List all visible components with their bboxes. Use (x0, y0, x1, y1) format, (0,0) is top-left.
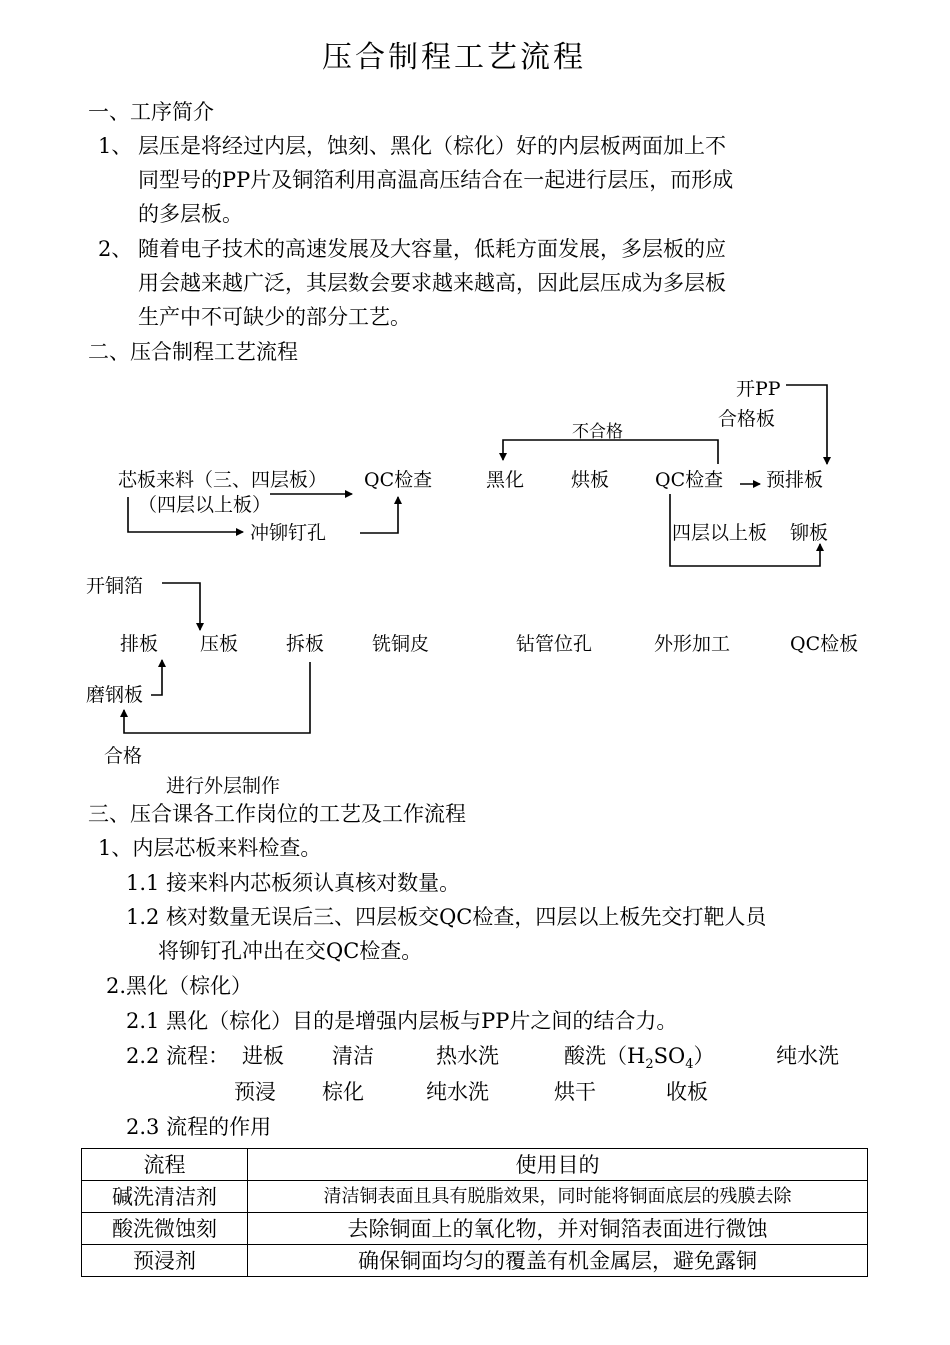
flow-label-unqualified: 不合格 (572, 422, 623, 442)
table-cell: 酸洗微蚀刻 (82, 1213, 248, 1245)
table-row (82, 1245, 868, 1277)
list-item: 2.黑化（棕化） (106, 974, 253, 998)
list-item: 1.1 接来料内芯板须认真核对数量。 (126, 871, 461, 895)
paragraph-line: 同型号的PP片及铜箔利用高温高压结合在一起进行层压，而形成 (138, 168, 734, 192)
process-step: 预浸 (234, 1080, 276, 1104)
table-cell: 去除铜面上的氧化物，并对铜箔表面进行微蚀 (248, 1213, 868, 1245)
flow-node-qc-inspect-board: QC检板 (790, 633, 859, 655)
section-heading-intro: 一、工序简介 (88, 100, 214, 124)
flow-node-grind-steel-plate: 磨钢板 (86, 684, 144, 706)
list-item-continued: 将铆钉孔冲出在交QC检查。 (158, 939, 423, 963)
paragraph-line: 生产中不可缺少的部分工艺。 (138, 305, 411, 329)
page-title: 压合制程工艺流程 (322, 40, 586, 75)
paragraph-line: 层压是将经过内层，蚀刻、黑化（棕化）好的内层板两面加上不 (138, 134, 726, 158)
table-row (82, 1213, 868, 1245)
process-step: 棕化 (322, 1080, 364, 1104)
flow-node-riveting: 铆板 (790, 522, 829, 544)
flow-node-pre-layup: 预排板 (766, 469, 824, 491)
flow-node-drill-tooling-holes: 钻管位孔 (516, 633, 593, 655)
flow-node-breakdown: 拆板 (286, 633, 325, 655)
flow-node-blackening: 黑化 (486, 469, 525, 491)
flow-label-above-four-layers: （四层以上板） (138, 494, 272, 516)
process-step: 清洁 (332, 1044, 374, 1068)
process-step: 烘干 (554, 1080, 596, 1104)
table-cell: 碱洗清洁剂 (82, 1181, 248, 1213)
flow-node-layup: 排板 (120, 633, 159, 655)
table-cell: 确保铜面均匀的覆盖有机金属层，避免露铜 (248, 1245, 868, 1277)
list-item: 1、内层芯板来料检查。 (98, 836, 322, 860)
process-step: 收板 (666, 1080, 708, 1104)
section-heading-workstations: 三、压合课各工作岗位的工艺及工作流程 (88, 802, 466, 826)
paragraph-number: 2、 (98, 237, 133, 261)
process-step: 热水洗 (436, 1044, 499, 1068)
process-step: 进板 (242, 1044, 284, 1068)
process-step: 纯水洗 (426, 1080, 489, 1104)
process-step: 纯水洗 (776, 1044, 839, 1068)
flow-node-qc-check-1: QC检查 (364, 469, 433, 491)
list-item: 2.1 黑化（棕化）目的是增强内层板与PP片之间的结合力。 (126, 1009, 678, 1033)
table-header-row (82, 1149, 868, 1181)
table-cell: 清洁铜表面且具有脱脂效果，同时能将铜面底层的残膜去除 (248, 1181, 868, 1213)
flow-label-qualified: 合格 (104, 745, 143, 767)
process-label: 2.2 流程： (126, 1044, 230, 1068)
table-cell: 预浸剂 (82, 1245, 248, 1277)
table-row (82, 1181, 868, 1213)
process-purpose-table (81, 1148, 868, 1277)
table-header-cell: 使用目的 (248, 1149, 868, 1181)
flow-label-above-four-layers-2: 四层以上板 (672, 522, 768, 544)
flow-node-press: 压板 (200, 633, 239, 655)
list-item: 2.3 流程的作用 (126, 1115, 272, 1139)
flow-node-core-incoming: 芯板来料（三、四层板） (118, 469, 328, 491)
table-header-cell: 流程 (82, 1149, 248, 1181)
flow-node-punch-rivet-holes: 冲铆钉孔 (250, 522, 327, 544)
flow-node-baking: 烘板 (571, 469, 610, 491)
flow-node-open-pp: 开PP (736, 378, 781, 400)
paragraph-line: 用会越来越广泛，其层数会要求越来越高，因此层压成为多层板 (138, 271, 726, 295)
flow-node-qualified-board: 合格板 (718, 408, 776, 430)
list-item: 1.2 核对数量无误后三、四层板交QC检查，四层以上板先交打靶人员 (126, 905, 767, 929)
flow-node-outer-layer: 进行外层制作 (166, 775, 281, 797)
flow-node-qc-check-2: QC检查 (655, 469, 724, 491)
flow-node-profile-machining: 外形加工 (654, 633, 731, 655)
flow-node-mill-copper: 铣铜皮 (372, 633, 430, 655)
process-step-acid-wash: 酸洗$(H_2SO_4)$ (564, 1044, 715, 1073)
section-heading-flow: 二、压合制程工艺流程 (88, 340, 298, 364)
paragraph-number: 1、 (98, 134, 133, 158)
flow-node-open-copper-foil: 开铜箔 (86, 575, 144, 597)
paragraph-line: 的多层板。 (138, 202, 243, 226)
paragraph-line: 随着电子技术的高速发展及大容量，低耗方面发展，多层板的应 (138, 237, 726, 261)
